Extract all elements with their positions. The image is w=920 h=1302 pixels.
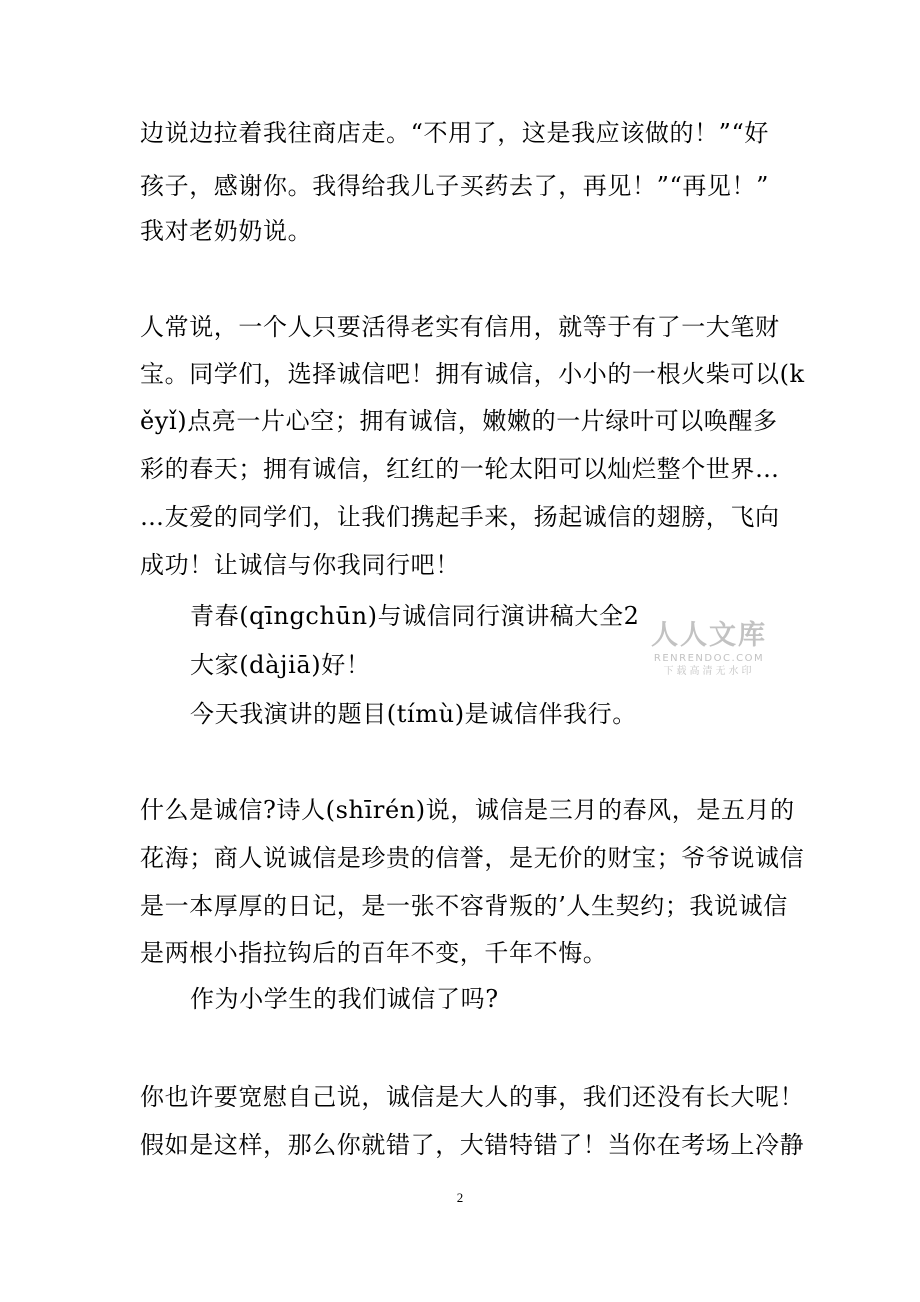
watermark-logo [644,620,774,678]
paragraph-line: 是两根小指拉钩后的百年不变，千年不悔。 [140,939,608,967]
section-heading: 青春(qīngchūn)与诚信同行演讲稿大全2 [190,602,640,630]
paragraph-line: ěyǐ)点亮一片心空；拥有诚信，嫩嫩的一片绿叶可以唤醒多 [140,407,778,435]
paragraph-line: 作为小学生的我们诚信了吗? [190,985,499,1013]
paragraph-line: …友爱的同学们，让我们携起手来，扬起诚信的翅膀，飞向 [140,503,780,531]
paragraph-line: 彩的春天；拥有诚信，红红的一轮太阳可以灿烂整个世界… [140,455,780,483]
paragraph-line: 你也许要宽慰自己说，诚信是大人的事，我们还没有长大呢！ [140,1083,805,1111]
greeting-line: 大家(dàjiā)好！ [190,651,371,679]
page-number: 2 [456,1190,464,1205]
watermark-domain: RENRENDOC.COM [653,653,765,664]
paragraph-line: 孩子，感谢你。我得给我儿子买药去了，再见！”“再见！” [140,172,770,200]
paragraph-line: 我对老奶奶说。 [140,217,313,245]
paragraph-line: 什么是诚信?诗人(shīrén)说，诚信是三月的春风，是五月的 [140,796,795,824]
watermark-slogan: 下载高清无水印 [663,666,755,677]
paragraph-line: 今天我演讲的题目(tímù)是诚信伴我行。 [190,700,637,728]
watermark-title: 人人文库 [651,620,767,651]
paragraph-line: 边说边拉着我往商店走。“不用了，这是我应该做的！”“好 [140,119,770,147]
paragraph-line: 人常说，一个人只要活得老实有信用，就等于有了一大笔财 [140,313,780,341]
paragraph-line: 假如是这样，那么你就错了，大错特错了！当你在考场上冷静 [140,1131,805,1159]
paragraph-line: 成功！让诚信与你我同行吧！ [140,551,460,579]
paragraph-line: 宝。同学们，选择诚信吧！拥有诚信，小小的一根火柴可以(k [140,360,805,388]
paragraph-line: 花海；商人说诚信是珍贵的信誉，是无价的财宝；爷爷说诚信 [140,844,805,872]
paragraph-line: 是一本厚厚的日记，是一张不容背叛的’人生契约；我说诚信 [140,892,788,920]
